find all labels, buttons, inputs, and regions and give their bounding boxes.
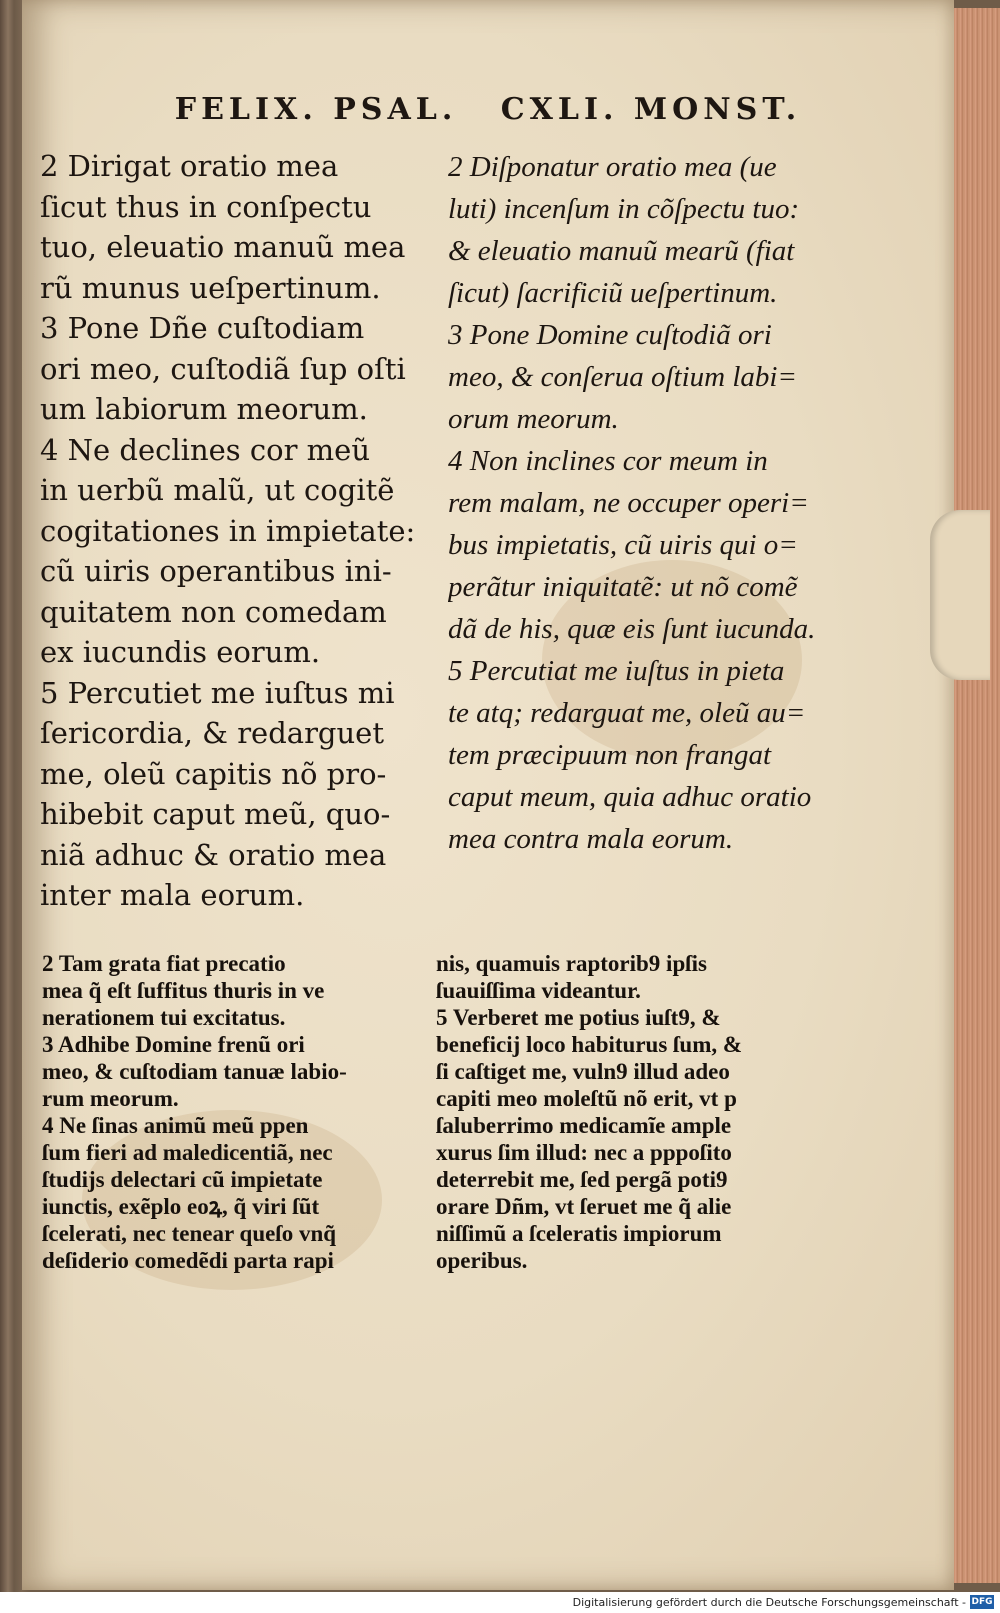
- right-column-text: [448, 146, 858, 860]
- text-line: tem præcipuum non frangat: [448, 739, 772, 771]
- text-line: orum meorum.: [448, 403, 619, 435]
- text-line: luti) incenſum in cõſpectu tuo:: [448, 193, 800, 225]
- text-line: 2 Diſponatur oratio mea (ue: [448, 151, 777, 183]
- text-line: hibebit caput meũ, quo-: [40, 797, 391, 831]
- digitization-credit: Digitalisierung gefördert durch die Deutsche Forschungsgemeinschaft -: [572, 1596, 966, 1609]
- gloss-line: ſuauiſſima videantur.: [436, 978, 641, 1003]
- gloss-line: orare Dñm, vt ſeruet me q̃ alie: [436, 1194, 732, 1219]
- book-page: [22, 0, 954, 1590]
- gloss-line: ſtudijs delectari cũ impietate: [42, 1167, 323, 1192]
- text-line: quitatem non comedam: [40, 594, 387, 629]
- gloss-line: operibus.: [436, 1248, 528, 1273]
- text-line: tuo, eleuatio manuũ mea: [40, 230, 406, 264]
- gloss-line: xurus ſim illud: nec a pppoſito: [436, 1140, 732, 1165]
- running-head: [22, 92, 954, 127]
- text-line: 3 Pone Dñe cuſtodiam: [40, 311, 365, 345]
- gloss-line: nerationem tui excitatus.: [42, 1005, 286, 1030]
- text-line: bus impietatis, cũ uiris qui o=: [448, 529, 798, 561]
- gloss-line: ſum fieri ad maledicentiã, nec: [42, 1140, 333, 1165]
- text-line: meo, & conſerua oſtium labi=: [448, 361, 798, 393]
- gloss-line: beneficij loco habiturus ſum, &: [436, 1032, 743, 1057]
- text-line: niã adhuc & oratio mea: [40, 837, 387, 872]
- text-line: ſericordia, & redarguet: [40, 716, 384, 750]
- page-edge: [954, 8, 1000, 1583]
- gloss-left-text: [42, 950, 442, 1274]
- text-line: 3 Pone Domine cuſtodiã ori: [448, 319, 772, 351]
- text-line: me, oleũ capitis nõ pro-: [40, 756, 387, 791]
- text-line: ex iucundis eorum.: [40, 635, 321, 669]
- gloss-line: iunctis, exẽplo eoꝝ, q̃ viri ſũt: [42, 1194, 320, 1219]
- text-line: um labiorum meorum.: [40, 392, 368, 426]
- text-line: ſicut thus in conſpectu: [40, 189, 372, 224]
- text-line: cũ uiris operantibus ini-: [40, 554, 392, 588]
- text-line: perãtur iniquitatẽ: ut nõ comẽ: [448, 571, 798, 603]
- text-line: mea contra mala eorum.: [448, 823, 734, 855]
- gloss-line: deſiderio comedẽdi parta rapi: [42, 1248, 334, 1273]
- gloss-line: niſſimũ a ſceleratis impiorum: [436, 1221, 722, 1246]
- text-line: 2 Dirigat oratio mea: [40, 149, 339, 183]
- text-line: in uerbũ malũ, ut cogitẽ: [40, 473, 395, 507]
- gloss-line: mea q̃ eſt ſuffitus thuris in ve: [42, 978, 325, 1003]
- text-line: ſicut) ſacrificiũ ueſpertinum.: [448, 277, 778, 309]
- text-line: cogitationes in impietate:: [40, 513, 416, 548]
- text-line: 5 Percutiet me iuſtus mi: [40, 675, 395, 710]
- gloss-line: 3 Adhibe Domine frenũ ori: [42, 1032, 305, 1057]
- text-line: 4 Ne declines cor meũ: [40, 432, 371, 467]
- text-line: 4 Non inclines cor meum in: [448, 445, 768, 477]
- text-line: dã de his, quæ eis ſunt iucunda.: [448, 613, 816, 645]
- text-line: rem malam, ne occuper operi=: [448, 487, 809, 519]
- dfg-logo-icon: DFG: [971, 1597, 993, 1607]
- left-column-text: [40, 146, 460, 916]
- gloss-line: nis, quamuis raptorib9 ipſis: [436, 951, 707, 976]
- gloss-line: ſaluberrimo medicamĩe ample: [436, 1113, 732, 1138]
- text-line: caput meum, quia adhuc oratio: [448, 781, 812, 813]
- running-head-right: CXLI. MONST.: [500, 92, 802, 127]
- running-head-left: FELIX. PSAL.: [174, 92, 458, 127]
- gloss-line: 4 Ne ſinas animũ meũ ppen: [42, 1113, 309, 1138]
- gloss-line: capiti meo moleſtũ nõ erit, vt p: [436, 1086, 737, 1111]
- page-tab-notch: [930, 510, 990, 680]
- gloss-line: ſi caſtiget me, vuln9 illud adeo: [436, 1059, 730, 1084]
- gloss-line: deterrebit me, ſed pergã poti9: [436, 1167, 728, 1192]
- gloss-line: rum meorum.: [42, 1086, 179, 1111]
- gloss-line: 5 Verberet me potius iuſt9, &: [436, 1005, 721, 1030]
- text-line: ori meo, cuſtodiã ſup oſti: [40, 351, 406, 386]
- gloss-line: meo, & cuſtodiam tanuæ labio-: [42, 1059, 347, 1084]
- text-line: 5 Percutiat me iuſtus in pieta: [448, 655, 785, 687]
- text-line: te atq; redarguat me, oleũ au=: [448, 697, 806, 729]
- gloss-line: 2 Tam grata fiat precatio: [42, 951, 286, 976]
- gloss-line: ſcelerati, nec tenear queſo vnq̃: [42, 1221, 337, 1246]
- text-line: & eleuatio manuũ mearũ (fiat: [448, 235, 795, 267]
- gloss-right-text: [436, 950, 836, 1274]
- text-line: inter mala eorum.: [40, 878, 305, 912]
- text-line: rũ munus ueſpertinum.: [40, 270, 381, 305]
